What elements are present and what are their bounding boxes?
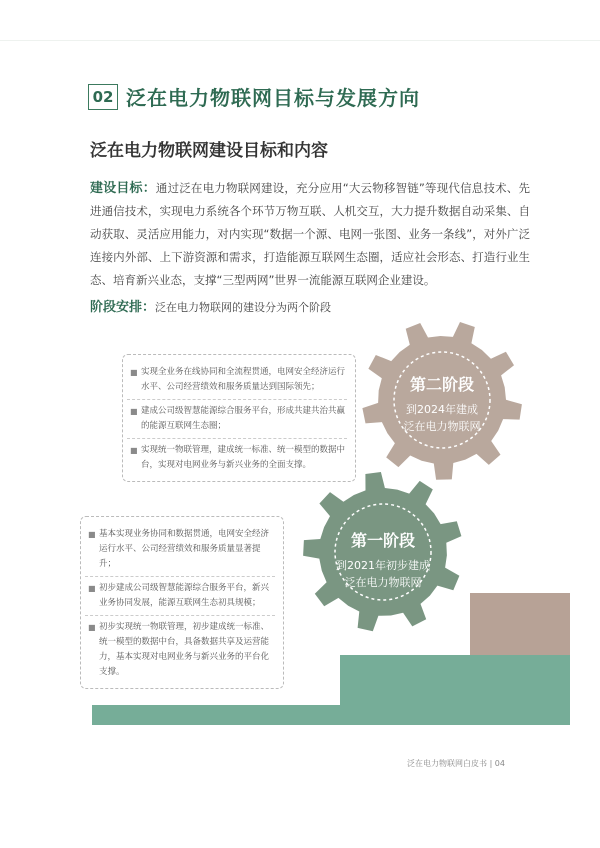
stage-text: 泛在电力物联网的建设分为两个阶段 (155, 301, 332, 314)
band-green-bottom (92, 705, 570, 725)
stage1-line2: 泛在电力物联网 (344, 576, 422, 589)
stage2-item: ■ 实现统一物联管理，建成统一标准、统一模型的数据中台，实现对电网业务与新兴业务的全面支撑。 (130, 445, 346, 470)
section-title: 泛在电力物联网目标与发展方向 (126, 86, 420, 110)
band-green-top (340, 655, 570, 710)
goal-label: 建设目标： (90, 181, 156, 196)
goal-text: 通过泛在电力物联网建设，充分应用“大云物移智链”等现代信息技术、先进通信技术，实现电力系统各个环节万物互联、人机交互，大力提升数据自动采集、自动获取、灵活应用能力，对内实现“数据一个源、电网一张图、业务一条线”，对外广泛连接内外部、上下游资源和需求，打造能源互联网生态圈，适应社会形态、打造行业生态、培育新兴业态，支撑“三型两网”世界一流能源互联网企业建设。 (90, 181, 530, 287)
stage2-box (122, 354, 356, 482)
stage2-item: ■ 实现全业务在线协同和全流程贯通，电网安全经济运行水平、公司经营绩效和服务质量达到国际领先； (130, 367, 346, 392)
stage2-title: 第二阶段 (409, 375, 474, 394)
stage1-box (80, 516, 284, 689)
stage2-line1: 到2024年建成 (406, 403, 478, 416)
stage-label: 阶段安排： (90, 300, 156, 315)
stage1-label (318, 528, 448, 591)
stage1-item: ■ 初步实现统一物联管理，初步建成统一标准、统一模型的数据中台，具备数据共享及运营能力，基本实现对电网业务与新兴业务的平台化支撑。 (88, 622, 270, 677)
page-footer: 泛在电力物联网白皮书 | 04 (407, 759, 505, 768)
stage1-title: 第一阶段 (350, 531, 415, 550)
stage2-item: ■ 建成公司级智慧能源综合服务平台，形成共建共治共赢的能源互联网生态圈； (130, 406, 346, 431)
stage1-item: ■ 基本实现业务协同和数据贯通，电网安全经济运行水平、公司经营绩效和服务质量显著提升； (88, 529, 270, 569)
section-number: 02 (88, 84, 118, 110)
stage1-line1: 到2021年初步建成 (336, 559, 430, 572)
page-subtitle: 泛在电力物联网建设目标和内容 (90, 141, 328, 161)
stage2-line2: 泛在电力物联网 (403, 420, 481, 433)
stage1-item: ■ 初步建成公司级智慧能源综合服务平台，新兴业务协同发展，能源互联网生态初具规模； (88, 583, 270, 608)
stage2-label (382, 372, 502, 435)
